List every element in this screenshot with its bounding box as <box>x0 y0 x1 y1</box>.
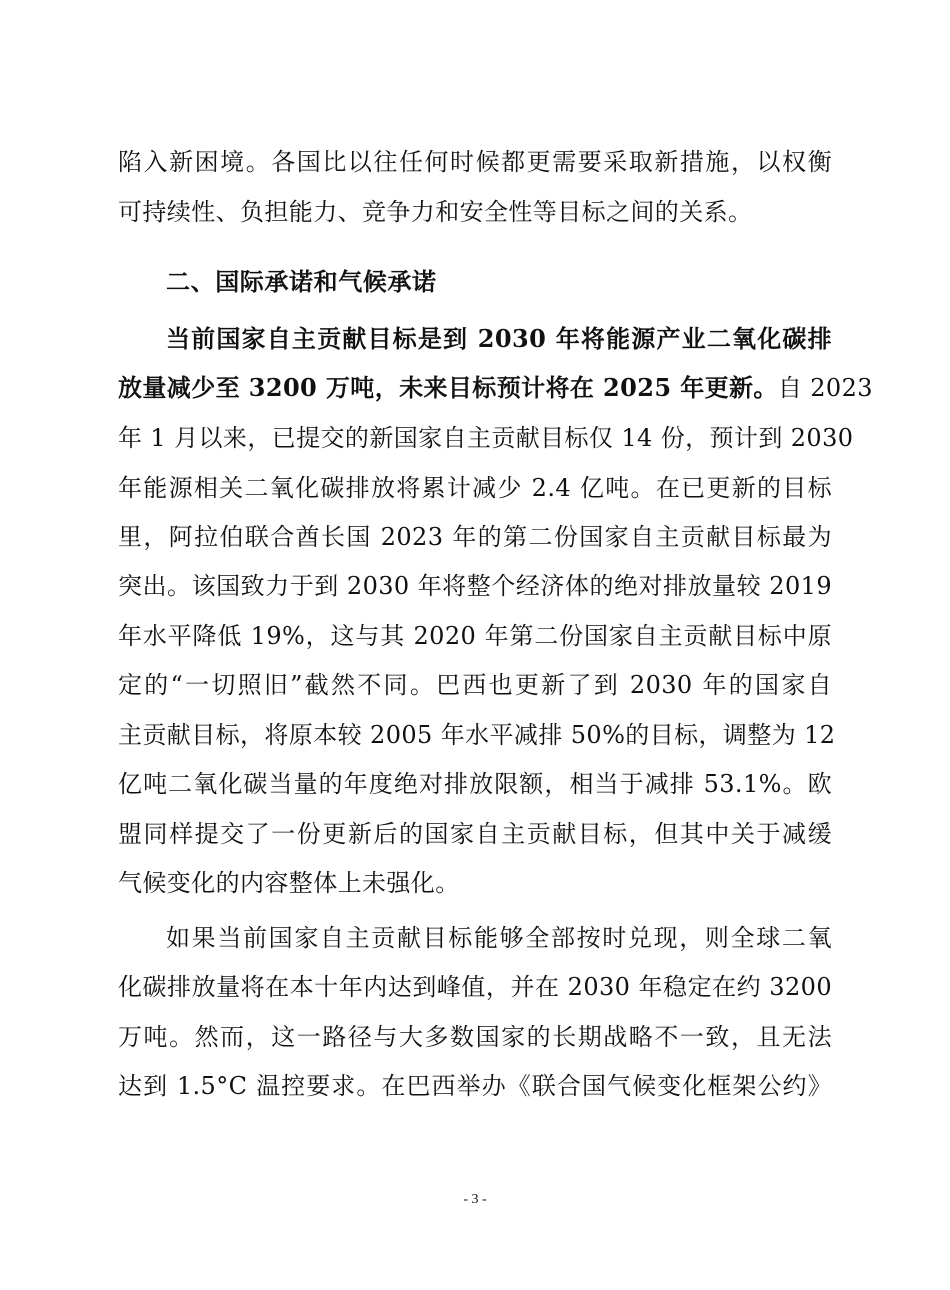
paragraph1-line: 突出。该国致力于到 2030 年将整个经济体的绝对排放量较 2019 <box>118 572 832 600</box>
intro-line-1: 陷入新困境。各国比以往任何时候都更需要采取新措施，以权衡 <box>118 148 832 176</box>
paragraph2-line: 达到 1.5°C 温控要求。在巴西举办《联合国气候变化框架公约》 <box>118 1072 832 1100</box>
paragraph1-line-2 <box>118 372 873 404</box>
paragraph1-line: 年水平降低 19%，这与其 2020 年第二份国家自主贡献目标中原 <box>118 622 832 650</box>
paragraph1-line: 年 1 月以来，已提交的新国家自主贡献目标仅 14 份，预计到 2030 <box>118 424 854 452</box>
paragraph1-line: 亿吨二氧化碳当量的年度绝对排放限额，相当于减排 53.1%。欧 <box>118 770 832 798</box>
paragraph1-line: 主贡献目标，将原本较 2005 年水平减排 50%的目标，调整为 12 <box>118 721 836 749</box>
paragraph1-line: 年能源相关二氧化碳排放将累计减少 2.4 亿吨。在已更新的目标 <box>118 474 832 502</box>
paragraph1-line: 气候变化的内容整体上未强化。 <box>118 869 460 897</box>
paragraph1-line-2-tail: 自 2023 <box>777 374 873 402</box>
intro-line-2: 可持续性、负担能力、竞争力和安全性等目标之间的关系。 <box>118 198 753 226</box>
paragraph2-line: 万吨。然而，这一路径与大多数国家的长期战略不一致，且无法 <box>118 1023 832 1051</box>
paragraph1-line: 定的“一切照旧”截然不同。巴西也更新了到 2030 年的国家自 <box>118 671 832 699</box>
paragraph1-line: 里，阿拉伯联合酋长国 2023 年的第二份国家自主贡献目标最为 <box>118 523 832 551</box>
paragraph2-line: 如果当前国家自主贡献目标能够全部按时兑现，则全球二氧 <box>166 924 832 952</box>
section-heading: 二、国际承诺和气候承诺 <box>166 268 437 296</box>
paragraph1-bold-line-1: 当前国家自主贡献目标是到 2030 年将能源产业二氧化碳排 <box>166 324 832 353</box>
paragraph1-bold-line-2: 放量减少至 3200 万吨，未来目标预计将在 2025 年更新。 <box>118 373 778 402</box>
paragraph1-line: 盟同样提交了一份更新后的国家自主贡献目标，但其中关于减缓 <box>118 820 832 848</box>
paragraph2-line: 化碳排放量将在本十年内达到峰值，并在 2030 年稳定在约 3200 <box>118 973 832 1001</box>
page-number: - 3 - <box>463 1192 487 1207</box>
